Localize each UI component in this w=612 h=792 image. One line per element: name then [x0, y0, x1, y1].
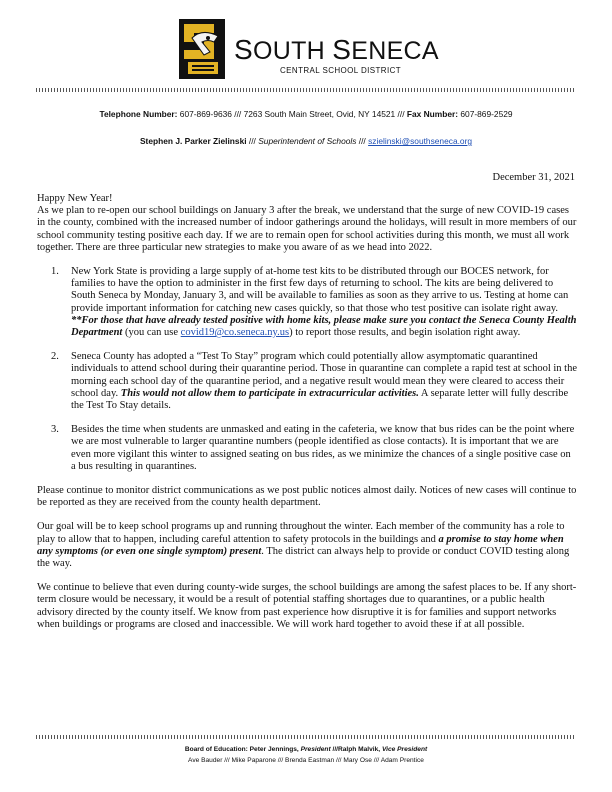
- superintendent-email-link[interactable]: szielinski@southseneca.org: [368, 136, 473, 146]
- ss-falcon-logo-icon: [178, 18, 226, 80]
- believe-paragraph: We continue to believe that even during county-wide surges, the school buildings are among the safest places to be. If any short-term closure would be necessary, it would be a result of potential staffing shortages due to quarantines, or a public health advisory directed by the county itself. We know from past experience how disruptive it is for families and support networks when buildings or programs are closed and inaccessible. We will work hard together to avoid these if at all possible.: [37, 582, 577, 630]
- home-test-note: **For those that have already tested positive with home kits, please make sure you contact the Seneca County Health Department (you can use covid19@co.seneca.ny.us) to report those results, and begin isolation right away.: [71, 314, 577, 339]
- superintendent-line: Stephen J. Parker Zielinski /// Superintendent of Schools /// szielinski@southseneca.org: [139, 136, 473, 146]
- goal-paragraph: Our goal will be to keep school programs up and running throughout the winter. Each member of the community has a role to play to allow that to happen, including careful attention to safety protocols in the buildings and a promise to stay home when any symptoms (or even one single symptom) present. The district can always help to provide or conduct COVID testing along the way.: [37, 521, 570, 570]
- letter-body: [37, 193, 577, 631]
- strategy-list: [37, 266, 577, 473]
- list-item: 2. Seneca County has adopted a “Test To Stay” program which could potentially allow asymptomatic quarantined individuals to attend school during their quarantine period. Those in quarantine can complete a rapid test at school in the morning each school day of the quarantine period, and a negative result would mean they were cleared to access their school day. This would not allow them to participate in extracurricular activities. A separate letter will fully describe the Test To Stay details.: [51, 351, 577, 412]
- letter-date: December 31, 2021: [492, 172, 575, 183]
- school-name: SOUTH SENECA: [234, 34, 439, 65]
- monitor-paragraph: Please continue to monitor district communications as we post public notices almost daily. Notices of new cases will continue to be reported as they are received from the county health department.: [37, 485, 577, 509]
- list-item: 3. Besides the time when students are unmasked and eating in the cafeteria, we know that bus rides can be the point where we are most vulnerable to larger quarantine numbers (people identified as close contacts). It is important that we are even more vigilant this winter to assigned seating on bus rides, as we minimize the chances of a single positive case on a bus resulting in quarantines.: [51, 424, 575, 472]
- intro-paragraph: As we plan to re-open our school buildings on January 3 after the break, we understand that the surge of new COVID-19 cases in the county, combined with the increased number of indoor gatherings around the holidays, will result in more members of our school community testing positive each day. If we are to remain open for school activities during this month, we must all work together. There are three particular new strategies to make you aware of as we head into 2022.: [37, 205, 577, 253]
- bottom-divider: [36, 735, 576, 739]
- list-item: 1. New York State is providing a large supply of at-home test kits to be distributed through our BOCES network, for families to have the option to administer in the first few days of returning to school. The kits are being delivered to South Seneca by Monday, January 3, and will be available to families as soon as they arrive to us. Testing at home can provide important information for catching new cases quickly, so that those who test positive can isolate right away. **For those that have already tested positive with home kits, please make sure you contact the Seneca County Health Department (you can use covid19@co.seneca.ny.us) to report those results, and begin isolation right away.: [51, 266, 577, 339]
- board-officers: Board of Education: Peter Jennings, President ///Ralph Malvik, Vice President: [184, 746, 428, 753]
- board-members: Ave Bauder /// Mike Paparone /// Brenda Eastman /// Mary Ose /// Adam Prentice: [188, 757, 424, 764]
- top-divider: [36, 88, 576, 92]
- greeting: Happy New Year!: [37, 193, 113, 204]
- contact-line: Telephone Number: 607-869-9636 /// 7263 South Main Street, Ovid, NY 14521 /// Fax Number: 607-869-2529: [99, 109, 513, 119]
- letterhead: [0, 14, 612, 84]
- district-name: CENTRAL SCHOOL DISTRICT: [280, 66, 402, 75]
- county-email-link[interactable]: covid19@co.seneca.ny.us: [180, 327, 290, 339]
